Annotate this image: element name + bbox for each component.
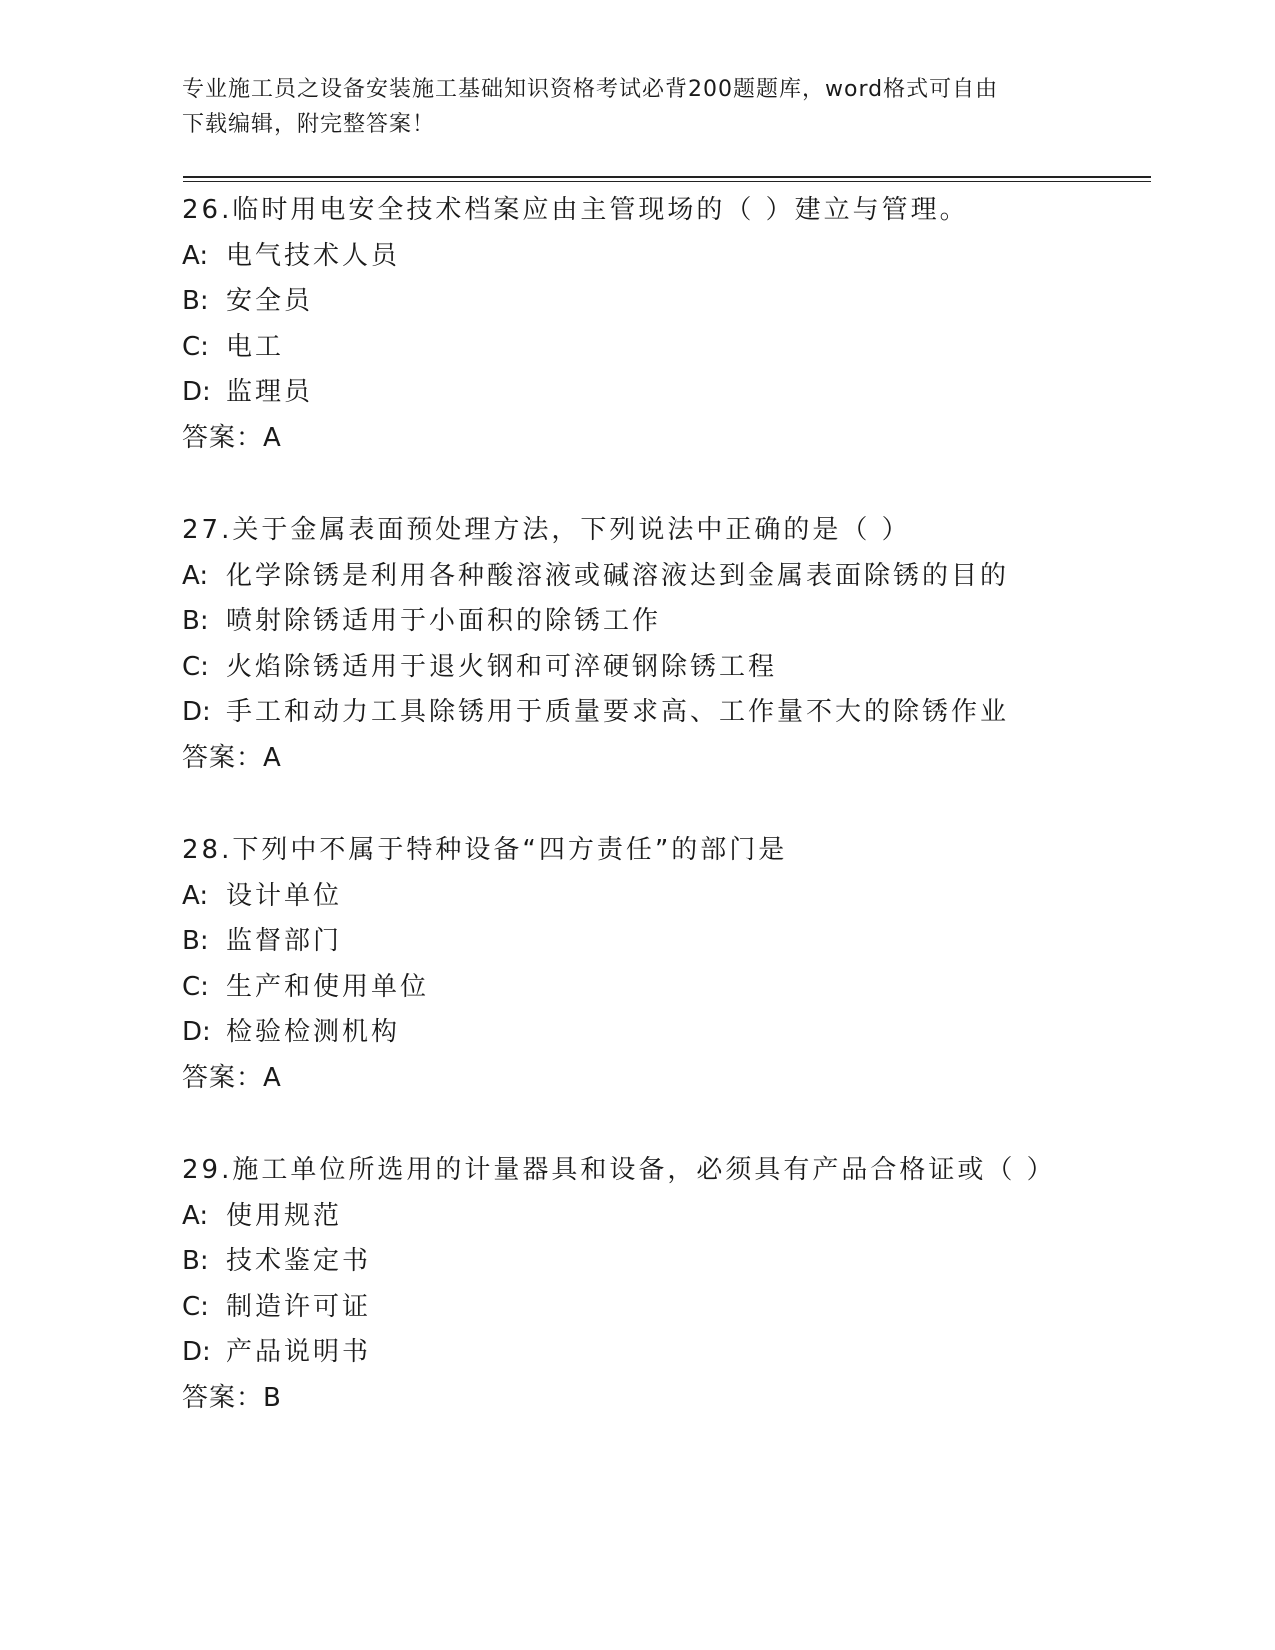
question-text: 26.临时用电安全技术档案应由主管现场的（ ）建立与管理。 xyxy=(182,195,969,225)
option-letter: A: xyxy=(182,240,209,271)
option-b xyxy=(182,1239,1142,1285)
option-letter: C: xyxy=(182,971,209,1002)
option-letter: B: xyxy=(182,926,209,956)
option-a xyxy=(182,234,1142,280)
option-text: 手工和动力工具除锈用于质量要求高、工作量不大的除锈作业 xyxy=(226,697,1010,727)
option-b xyxy=(182,919,1142,965)
question-26 xyxy=(182,188,1142,461)
option-letter: C: xyxy=(182,651,209,682)
option-text: 产品说明书 xyxy=(226,1337,372,1367)
option-letter: C: xyxy=(182,1291,209,1322)
option-letter: D: xyxy=(182,377,211,407)
option-text: 使用规范 xyxy=(226,1200,343,1231)
option-text: 喷射除锈适用于小面积的除锈工作 xyxy=(226,606,662,636)
option-text: 火焰除锈适用于退火钢和可淬硬钢除锈工程 xyxy=(226,651,778,682)
question-28 xyxy=(182,828,1142,1101)
option-text: 设计单位 xyxy=(226,880,343,911)
option-text: 电工 xyxy=(226,331,285,362)
option-text: 监理员 xyxy=(226,377,314,407)
option-b xyxy=(182,599,1142,645)
option-letter: B: xyxy=(182,1246,209,1276)
option-a xyxy=(182,1194,1142,1240)
option-text: 检验检测机构 xyxy=(226,1017,401,1047)
answer: 答案：B xyxy=(182,1382,282,1413)
option-c xyxy=(182,325,1142,371)
question-list xyxy=(182,188,1142,1468)
header-line-1: 专业施工员之设备安装施工基础知识资格考试必背200题题库，word格式可自由 xyxy=(182,77,999,102)
option-letter: C: xyxy=(182,331,209,362)
question-text: 27.关于金属表面预处理方法，下列说法中正确的是（ ） xyxy=(182,515,911,545)
option-d xyxy=(182,690,1142,736)
answer: 答案：A xyxy=(182,422,282,453)
option-d xyxy=(182,370,1142,416)
option-text: 监督部门 xyxy=(226,926,343,956)
option-text: 生产和使用单位 xyxy=(226,971,430,1002)
option-d xyxy=(182,1330,1142,1376)
question-27 xyxy=(182,508,1142,781)
option-a xyxy=(182,874,1142,920)
option-letter: B: xyxy=(182,606,209,636)
option-text: 技术鉴定书 xyxy=(226,1246,372,1276)
option-letter: D: xyxy=(182,1337,211,1367)
question-29 xyxy=(182,1148,1142,1421)
question-text: 28.下列中不属于特种设备“四方责任”的部门是 xyxy=(182,835,788,865)
option-c xyxy=(182,645,1142,691)
option-c xyxy=(182,965,1142,1011)
option-text: 化学除锈是利用各种酸溶液或碱溶液达到金属表面除锈的目的 xyxy=(226,560,1010,591)
answer: 答案：A xyxy=(182,742,282,773)
option-c xyxy=(182,1285,1142,1331)
option-letter: D: xyxy=(182,1017,211,1047)
option-letter: D: xyxy=(182,697,211,727)
option-d xyxy=(182,1010,1142,1056)
header-divider-top xyxy=(183,176,1151,178)
option-text: 制造许可证 xyxy=(226,1291,372,1322)
option-letter: A: xyxy=(182,880,209,911)
question-text: 29.施工单位所选用的计量器具和设备，必须具有产品合格证或（ ） xyxy=(182,1155,1056,1185)
option-a xyxy=(182,554,1142,600)
option-letter: B: xyxy=(182,286,209,316)
document-header xyxy=(182,72,1062,142)
option-letter: A: xyxy=(182,560,209,591)
header-divider-bottom xyxy=(183,181,1151,182)
option-text: 电气技术人员 xyxy=(226,240,401,271)
header-line-2: 下载编辑，附完整答案！ xyxy=(182,112,436,137)
option-text: 安全员 xyxy=(226,286,314,316)
option-letter: A: xyxy=(182,1200,209,1231)
answer: 答案：A xyxy=(182,1062,282,1093)
option-b xyxy=(182,279,1142,325)
